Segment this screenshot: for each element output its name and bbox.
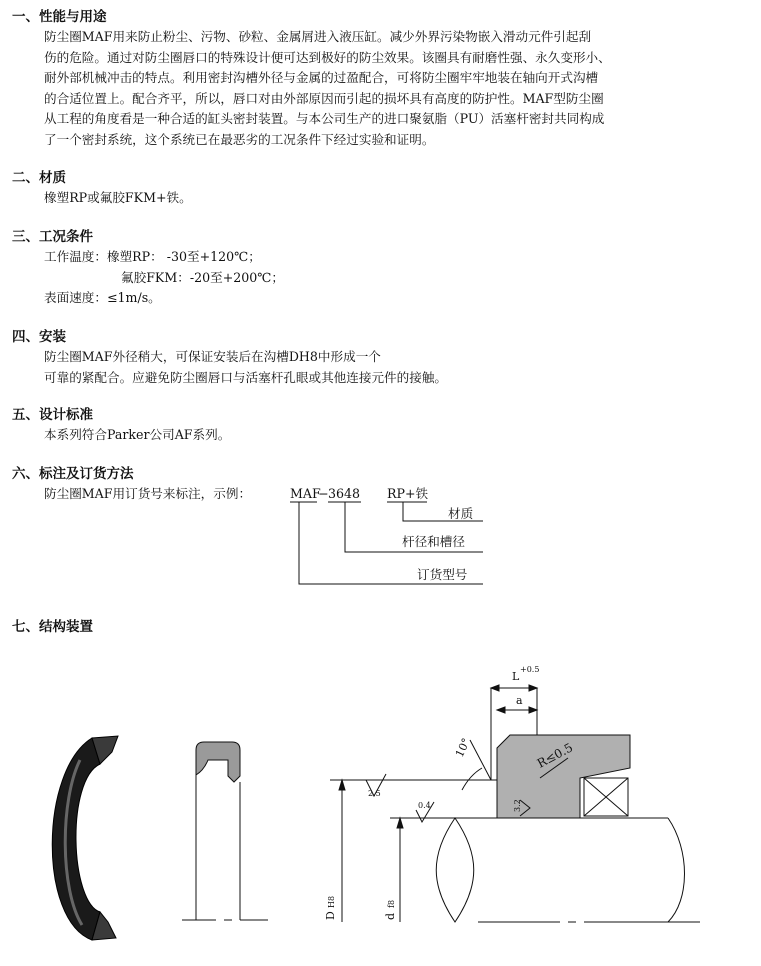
dia-D: D (324, 911, 337, 920)
paragraph-line: 了一个密封系统，这个系统已在最恶劣的工况条件下经过实验和证明。 (44, 131, 435, 147)
roughness-32: 3.2 (513, 799, 522, 812)
paragraph-line: 耐外部机械冲击的特点。利用密封沟槽外径与金属的过盈配合，可将防尘圈牢牢地装在轴向开式沟槽 (44, 70, 599, 86)
paragraph-line: 的合适位置上。配合齐平，所以，唇口对由外部原因而引起的损坏具有高度的防护性。MAF型防尘圈 (44, 90, 604, 106)
seal-section (182, 742, 268, 920)
label-material: 材质 (448, 506, 474, 521)
section-heading: 七、结构装置 (12, 619, 93, 635)
paragraph-line: 防尘圈MAF用来防止粉尘、污物、砂粒、金属屑进入液压缸。减少外界污染物嵌入滑动元件引起刮 (44, 29, 592, 44)
angle-label: 10° (452, 736, 473, 760)
structure-drawing (0, 640, 761, 966)
paragraph-line: 防尘圈MAF外径稍大，可保证安装后在沟槽DH8中形成一个 (44, 349, 381, 364)
dim-L: L (512, 670, 520, 683)
section-heading: 一、性能与用途 (12, 9, 107, 25)
code-material: RP+铁 (387, 486, 429, 501)
dia-d-tolerance: f8 (387, 899, 396, 908)
paragraph-line: 可靠的紧配合。应避免防尘圈唇口与活塞杆孔眼或其他连接元件的接触。 (44, 369, 447, 385)
section-structure (12, 617, 93, 637)
roughness-04: 0.4 (418, 801, 431, 810)
ordering-intro: 防尘圈MAF用订货号来标注，示例： (44, 486, 252, 501)
seal-ring-image (52, 736, 118, 940)
section-heading: 二、材质 (12, 170, 66, 186)
speed-line: 表面速度：≤1m/s。 (44, 290, 161, 306)
temperature-line-fkm: 氟胶FKM：-20至+200℃； (121, 269, 284, 285)
paragraph-line: 本系列符合Parker公司AF系列。 (44, 427, 231, 442)
label-size: 杆径和槽径 (402, 534, 465, 549)
section-heading: 四、安装 (12, 329, 66, 345)
label-model: 订货型号 (417, 567, 468, 582)
dia-D-tolerance: H8 (327, 895, 336, 908)
section-heading: 五、设计标准 (12, 407, 93, 423)
paragraph-line: 伤的危险。通过对防尘圈唇口的特殊设计便可达到极好的防尘效果。该圈具有耐磨性强、永久变形小、 (44, 49, 611, 65)
section-heading: 三、工况条件 (12, 229, 93, 245)
code-model: MAF (290, 486, 321, 501)
section-heading: 六、标注及订货方法 (12, 466, 134, 482)
paragraph-line: 橡塑RP或氟胶FKM+铁。 (44, 190, 192, 205)
code-size: 3648 (328, 486, 361, 501)
dim-L-tolerance: +0.5 (520, 665, 540, 674)
radius-label: R≤0.5 (534, 740, 576, 771)
paragraph-line: 从工程的角度看是一种合适的缸头密封装置。与本公司生产的进口聚氨脂（PU）活塞杆密封共同构成 (44, 111, 605, 127)
dim-a: a (516, 694, 523, 707)
code-dash: − (318, 486, 329, 501)
temperature-line: 工作温度：橡塑RP： -30至+120℃； (44, 249, 261, 264)
dia-d: d (384, 912, 397, 920)
roughness-25: 2.5 (368, 789, 381, 798)
